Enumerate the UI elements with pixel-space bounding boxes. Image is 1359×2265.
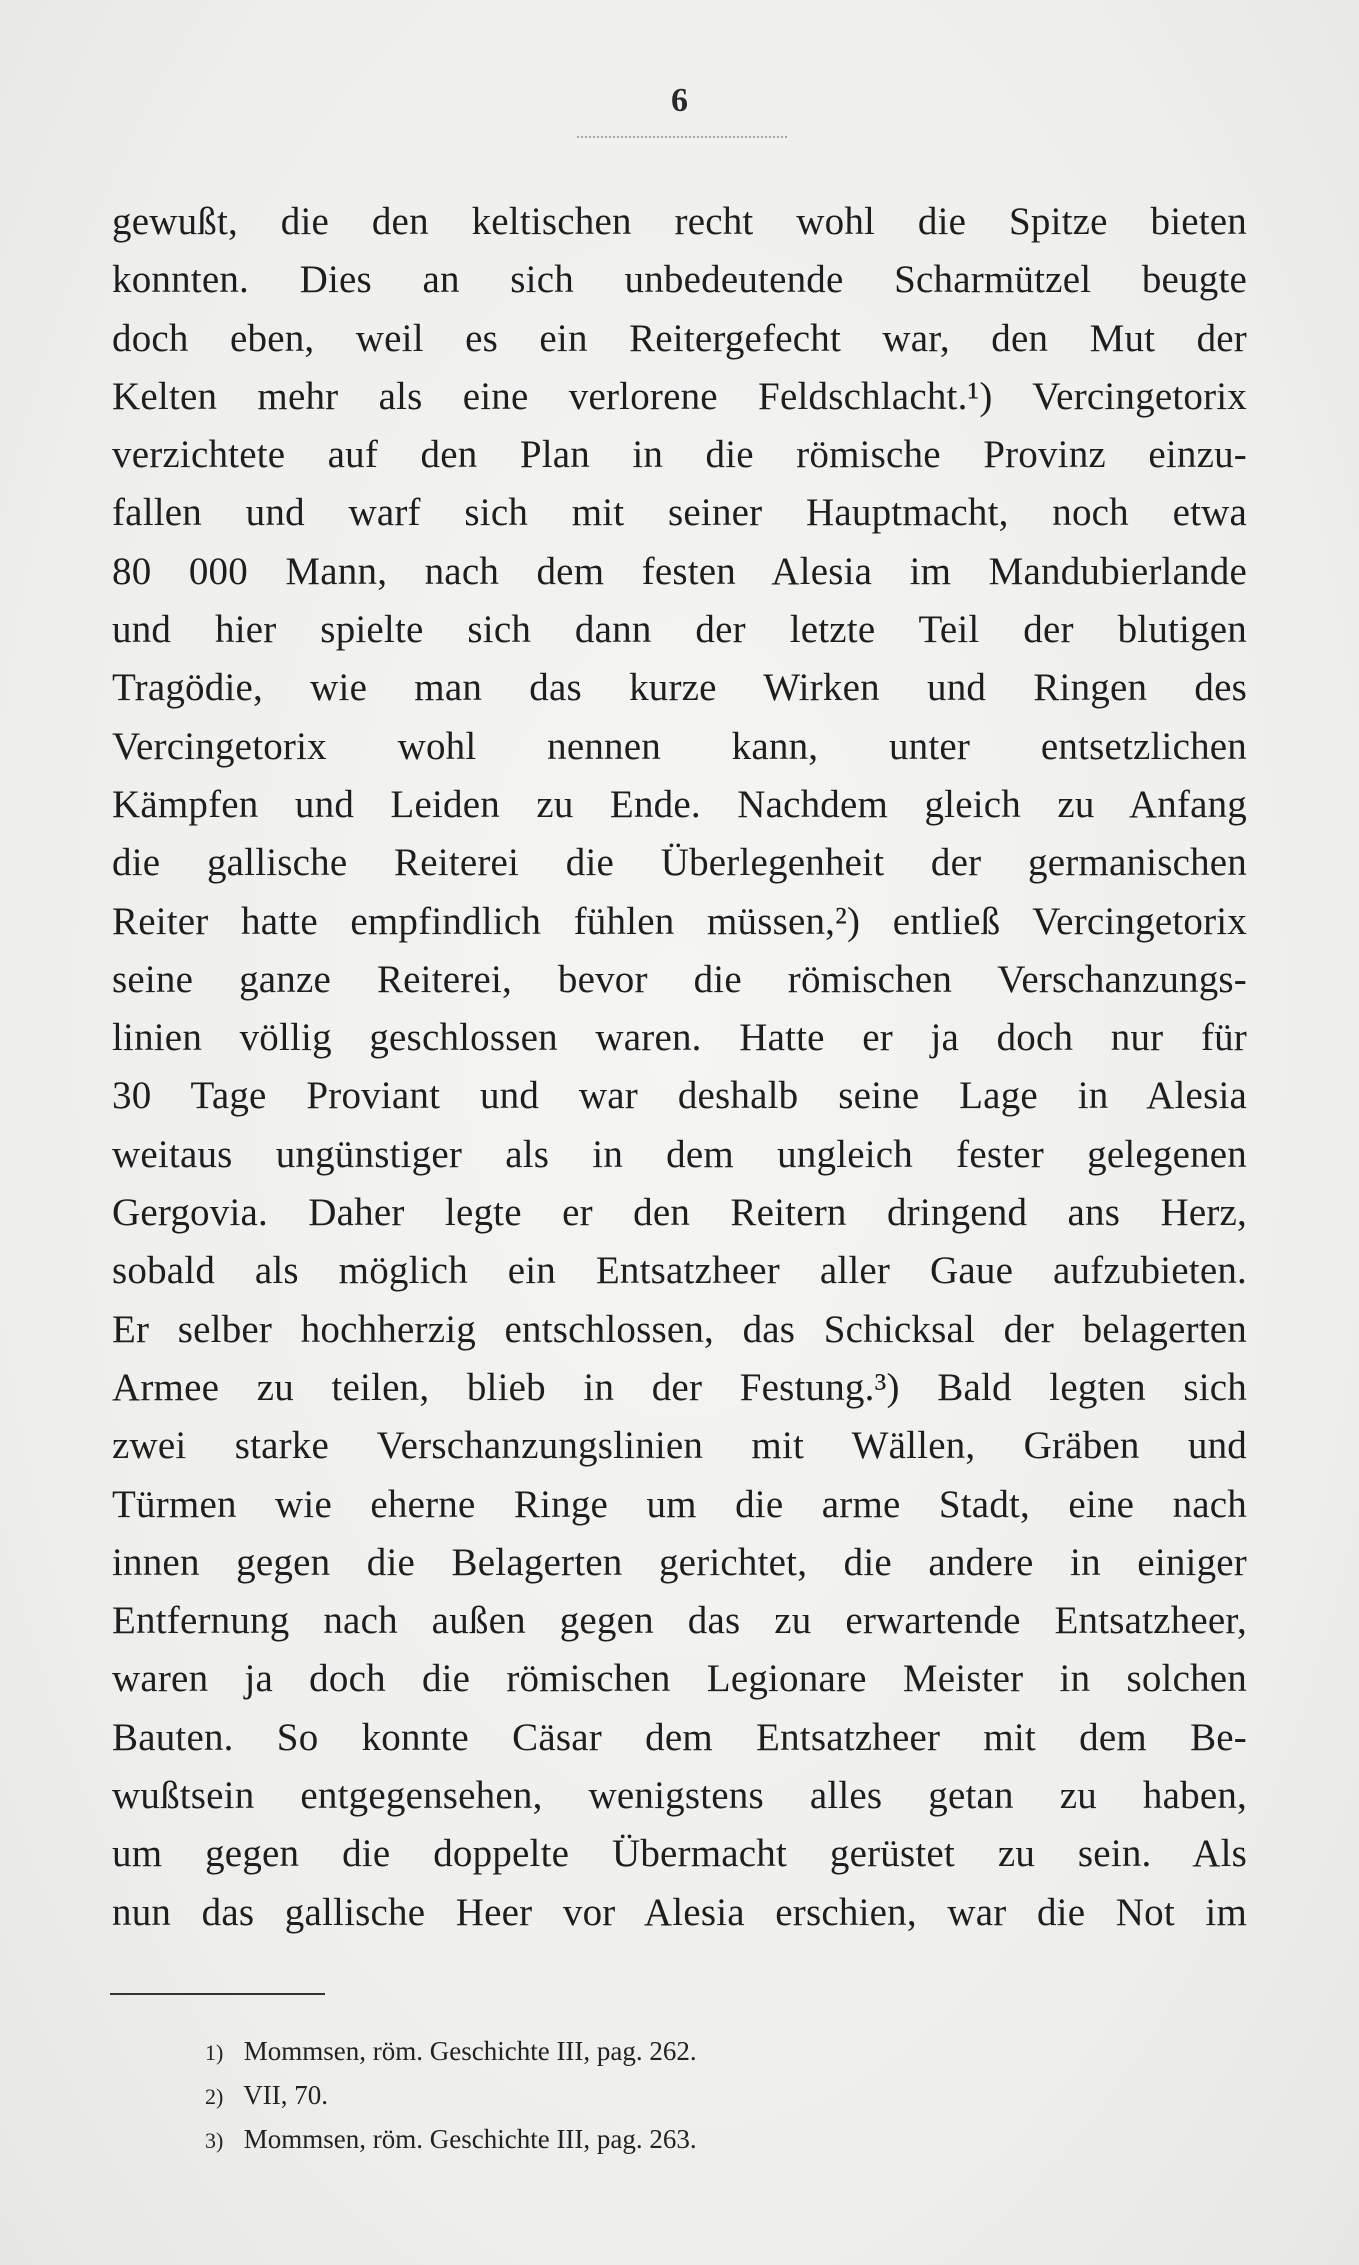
text-line: Reiter hatte empfindlich fühlen müssen,²) entließ Vercingetorix [112,899,1247,943]
text-line: Kelten mehr als eine verlorene Feldschlacht.¹) Vercingetorix [112,374,1247,418]
text-line-last: nun das gallische Heer vor Alesia erschien, war die Not im [112,1890,1247,1934]
text-line: Tragödie, wie man das kurze Wirken und Ringen des [112,666,1247,710]
text-line: Vercingetorix wohl nennen kann, unter entsetzlichen [112,724,1247,768]
footnote-marker: 2) [205,2084,224,2109]
text-line: verzichtete auf den Plan in die römische Provinz einzu- [112,433,1247,477]
text-line: konnten. Dies an sich unbedeutende Scharmützel beugte [112,258,1247,302]
text-line: Er selber hochherzig entschlossen, das Schicksal der belagerten [112,1307,1247,1351]
text-line: Gergovia. Daher legte er den Reitern dringend ans Herz, [112,1191,1247,1235]
text-line: Armee zu teilen, blieb in der Festung.³) Bald legten sich [112,1365,1247,1409]
text-line: linien völlig geschlossen waren. Hatte er ja doch nur für [112,1016,1247,1060]
text-line: Entfernung nach außen gegen das zu erwartende Entsatzheer, [112,1599,1247,1643]
body-text [112,193,1247,1942]
footnote-text: Mommsen, röm. Geschichte III, pag. 262. [243,2036,697,2066]
text-line: die gallische Reiterei die Überlegenheit der germanischen [112,841,1247,885]
footnote [205,2118,697,2162]
footnote-text: VII, 70. [243,2080,328,2110]
text-line: gewußt, die den keltischen recht wohl die Spitze bieten [112,200,1247,243]
text-line: und hier spielte sich dann der letzte Teil der blutigen [112,608,1247,652]
text-line: wußtsein entgegensehen, wenigstens alles getan zu haben, [112,1774,1247,1818]
text-line: um gegen die doppelte Übermacht gerüstet zu sein. Als [112,1832,1247,1876]
footnotes [205,2030,697,2162]
text-line: Kämpfen und Leiden zu Ende. Nachdem gleich zu Anfang [112,782,1247,826]
footnote-marker: 3) [205,2128,224,2153]
text-line: doch eben, weil es ein Reitergefecht war, den Mut der [112,316,1247,360]
text-line: weitaus ungünstiger als in dem ungleich fester gelegenen [112,1132,1247,1176]
text-line: seine ganze Reiterei, bevor die römischen Verschanzungs- [112,957,1247,1001]
text-line: Bauten. So konnte Cäsar dem Entsatzheer mit dem Be- [112,1715,1247,1759]
text-line: zwei starke Verschanzungslinien mit Wällen, Gräben und [112,1424,1247,1468]
footnote-text: Mommsen, röm. Geschichte III, pag. 263. [243,2124,697,2154]
footnote [205,2074,697,2118]
text-line: 80 000 Mann, nach dem festen Alesia im Mandubierlande [112,549,1247,593]
footnote-divider [110,1993,325,1995]
text-line: waren ja doch die römischen Legionare Meister in solchen [112,1657,1247,1701]
text-line: fallen und warf sich mit seiner Hauptmacht, noch etwa [112,491,1247,535]
text-line: innen gegen die Belagerten gerichtet, die andere in einiger [112,1540,1247,1584]
page-number: 6 [671,82,688,119]
footnote [205,2030,697,2074]
page-number-ornament [577,136,787,144]
text-line: sobald als möglich ein Entsatzheer aller Gaue aufzubieten. [112,1249,1247,1293]
text-line: Türmen wie eherne Ringe um die arme Stadt, eine nach [112,1482,1247,1526]
footnote-marker: 1) [205,2040,224,2065]
text-line: 30 Tage Proviant und war deshalb seine Lage in Alesia [112,1074,1247,1118]
